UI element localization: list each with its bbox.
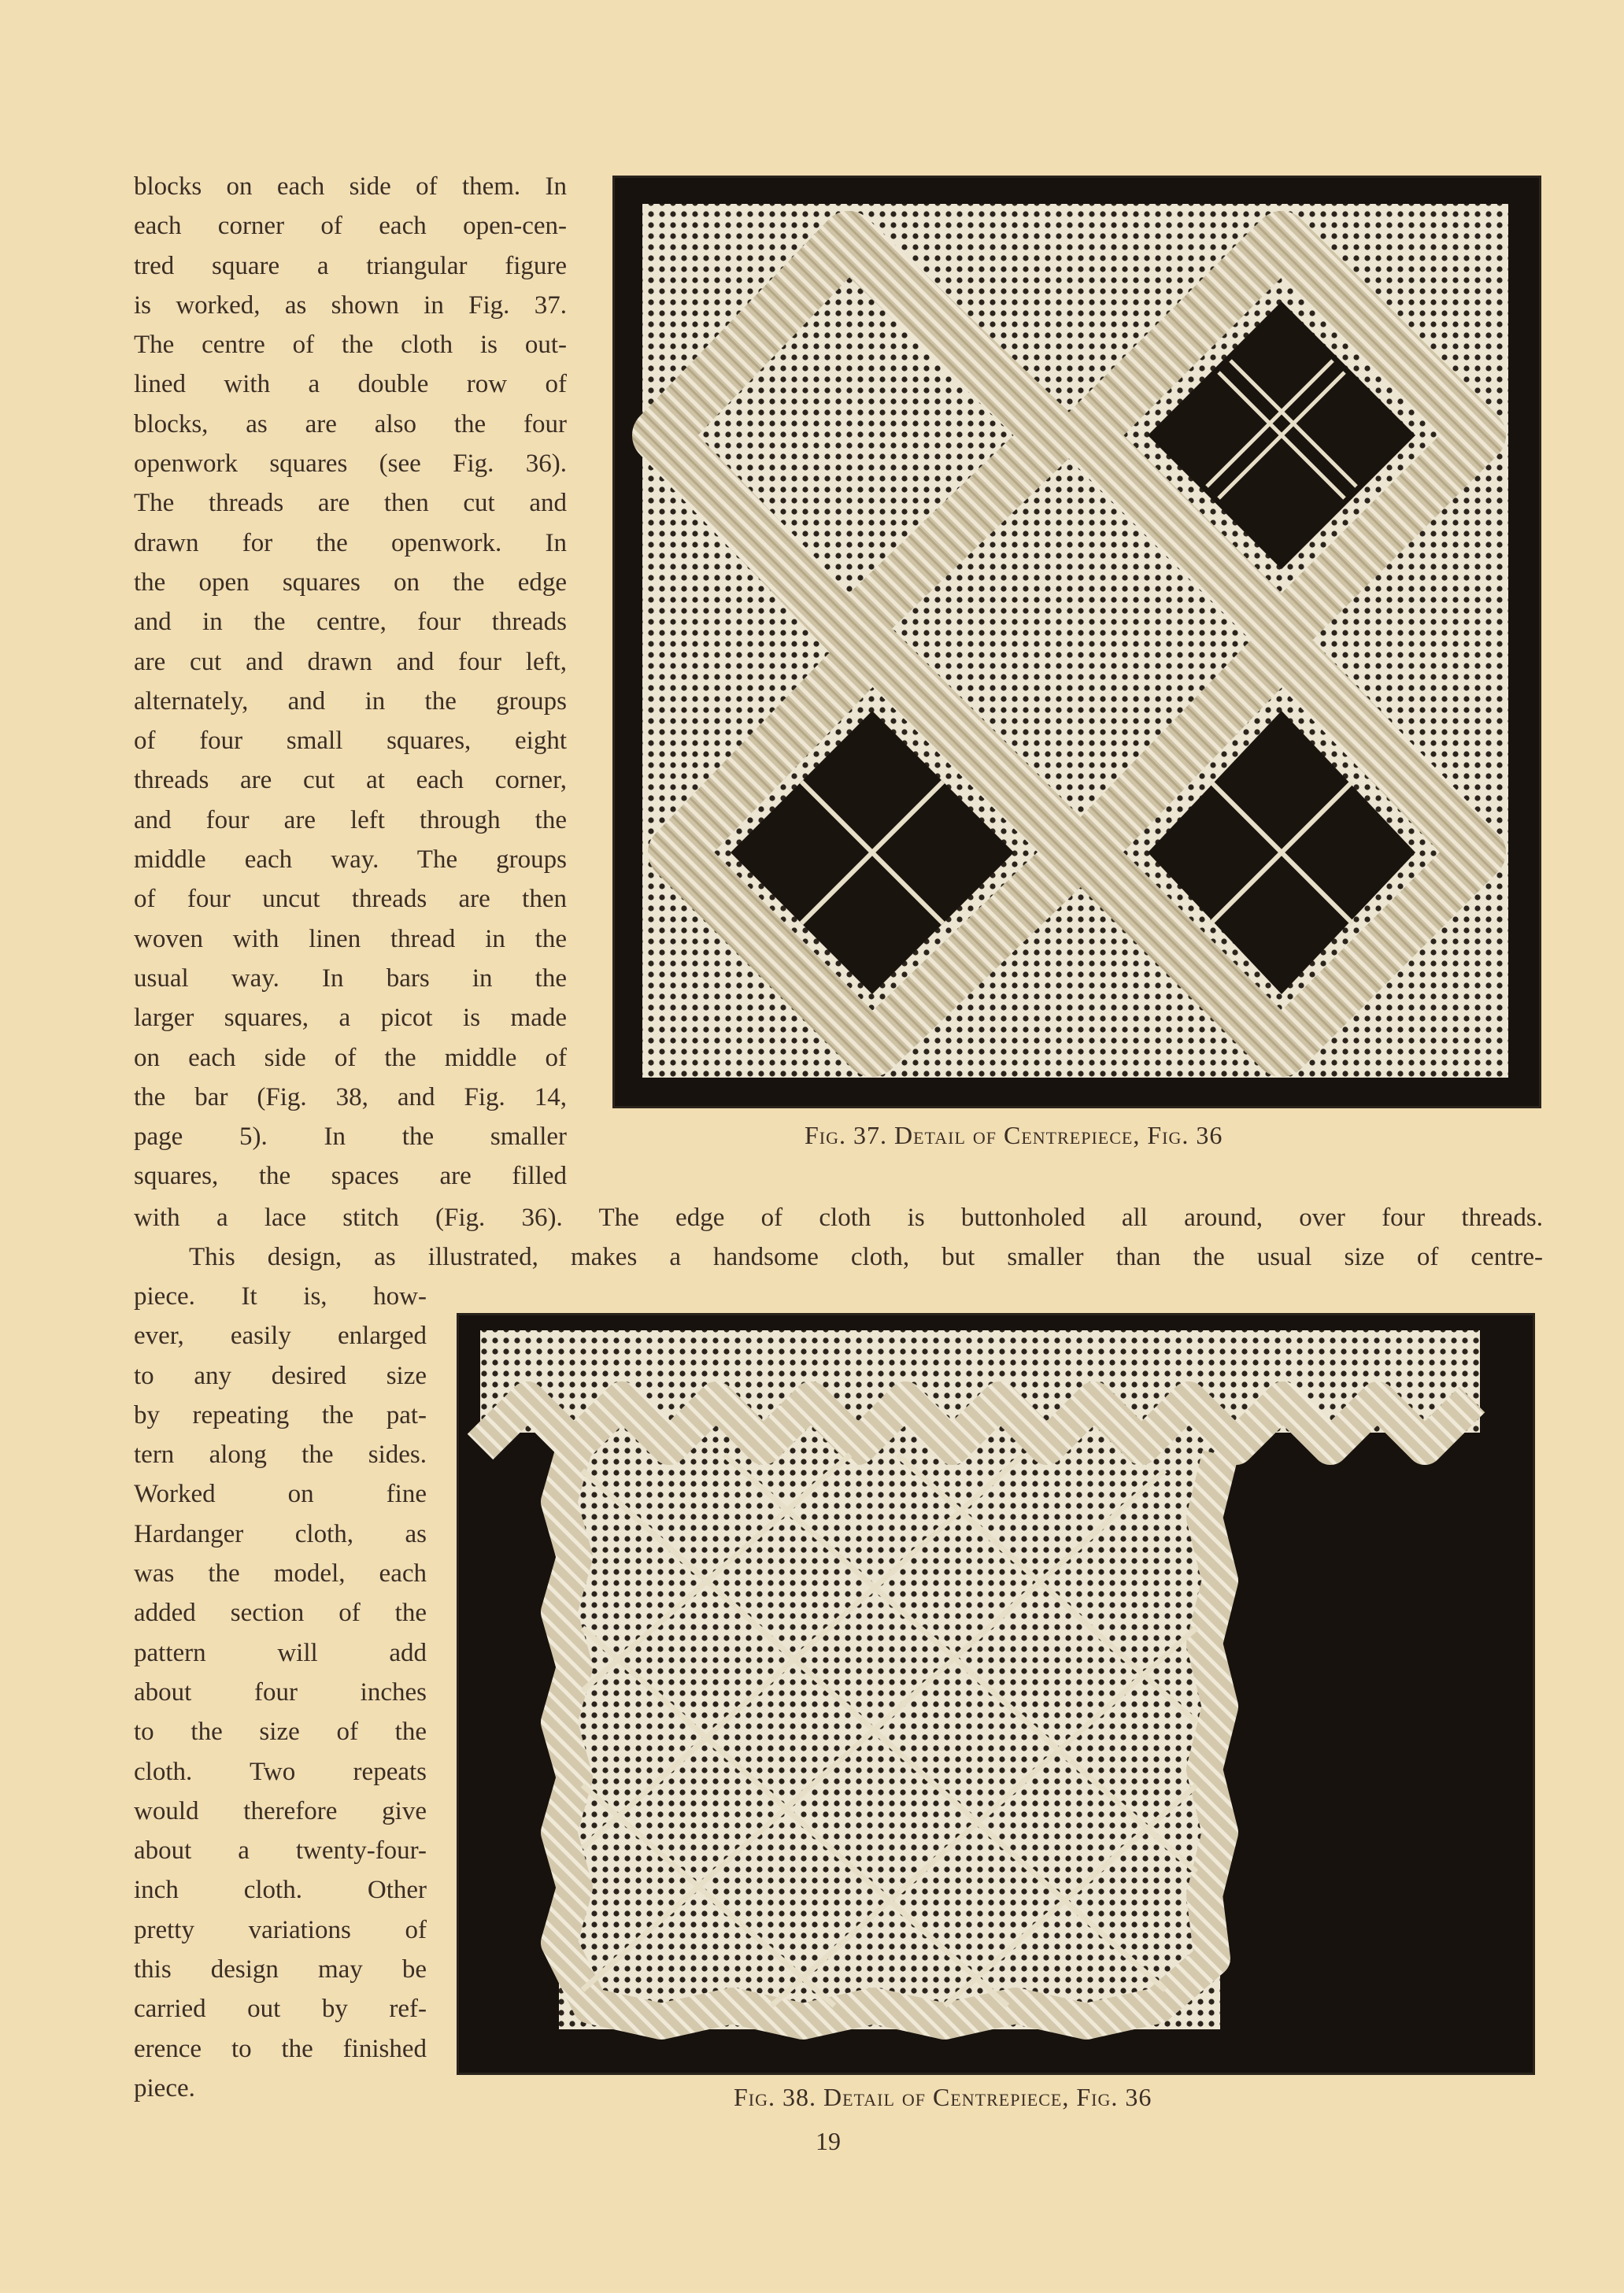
- text-line: and in the centre, four threads: [134, 608, 567, 637]
- text-line: the open squares on the edge: [134, 568, 567, 597]
- text-line-full-width-2: This design, as illustrated, makes a handsome cloth, but smaller than the usual size of centre-: [189, 1243, 1543, 1271]
- text-line: piece.: [134, 2073, 195, 2103]
- text-line: is worked, as shown in Fig. 37.: [134, 290, 567, 320]
- text-line: carried out by ref-: [134, 1995, 427, 2024]
- text-line: usual way. In bars in the: [134, 963, 567, 993]
- text-line: Hardanger cloth, as: [134, 1519, 427, 1548]
- text-line: larger squares, a picot is made: [134, 1004, 567, 1033]
- text-line: of four small squares, eight: [134, 727, 567, 756]
- figure-37-illustration: [612, 176, 1541, 1108]
- text-line: was the model, each: [134, 1559, 427, 1588]
- text-line: ever, easily enlarged: [134, 1322, 427, 1351]
- text-line: drawn for the openwork. In: [134, 528, 567, 557]
- text-line: squares, the spaces are filled: [134, 1162, 567, 1191]
- figure-37-caption: Fig. 37. Detail of Centrepiece, Fig. 36: [805, 1121, 1223, 1149]
- text-line: the bar (Fig. 38, and Fig. 14,: [134, 1082, 567, 1111]
- text-line: on each side of the middle of: [134, 1043, 567, 1072]
- figure-37-photo: [612, 176, 1541, 1108]
- text-column-bottom: [134, 1277, 427, 2108]
- text-line: about a twenty-four-: [134, 1836, 427, 1866]
- text-line: lined with a double row of: [134, 370, 567, 399]
- text-line: are cut and drawn and four left,: [134, 647, 567, 676]
- text-line: cloth. Two repeats: [134, 1757, 427, 1786]
- text-line-full-width-1: with a lace stitch (Fig. 36). The edge of cloth is buttonholed all around, over four threads.: [134, 1204, 1543, 1232]
- text-line: The threads are then cut and: [134, 489, 567, 518]
- text-line: middle each way. The groups: [134, 845, 567, 875]
- page-number: 19: [816, 2127, 841, 2155]
- figure-38-photo: [457, 1313, 1535, 2075]
- text-line: inch cloth. Other: [134, 1876, 427, 1905]
- text-line: added section of the: [134, 1599, 427, 1628]
- text-line: piece. It is, how-: [134, 1282, 427, 1311]
- text-line: Worked on fine: [134, 1480, 427, 1509]
- text-line: this design may be: [134, 1955, 427, 1984]
- text-line: blocks on each side of them. In: [134, 172, 567, 201]
- text-line: woven with linen thread in the: [134, 924, 567, 953]
- text-line: by repeating the pat-: [134, 1400, 427, 1429]
- text-column-top: [134, 167, 567, 1196]
- text-line: blocks, as are also the four: [134, 409, 567, 438]
- text-line: of four uncut threads are then: [134, 885, 567, 914]
- text-line: would therefore give: [134, 1796, 427, 1825]
- text-line: pattern will add: [134, 1638, 427, 1667]
- text-line: and four are left through the: [134, 805, 567, 834]
- figure-38-caption: Fig. 38. Detail of Centrepiece, Fig. 36: [734, 2083, 1152, 2111]
- text-line: threads are cut at each corner,: [134, 766, 567, 795]
- text-line: erence to the finished: [134, 2034, 427, 2063]
- text-line: to the size of the: [134, 1718, 427, 1747]
- text-line: The centre of the cloth is out-: [134, 331, 567, 360]
- text-line: alternately, and in the groups: [134, 686, 567, 716]
- text-line: tred square a triangular figure: [134, 251, 567, 280]
- text-line: page 5). In the smaller: [134, 1122, 567, 1152]
- text-line: to any desired size: [134, 1361, 427, 1390]
- text-line: pretty variations of: [134, 1915, 427, 1944]
- text-line: each corner of each open-cen-: [134, 212, 567, 241]
- text-line: tern along the sides.: [134, 1441, 427, 1470]
- figure-38-illustration: [457, 1313, 1535, 2075]
- text-line: about four inches: [134, 1677, 427, 1707]
- text-line: openwork squares (see Fig. 36).: [134, 449, 567, 479]
